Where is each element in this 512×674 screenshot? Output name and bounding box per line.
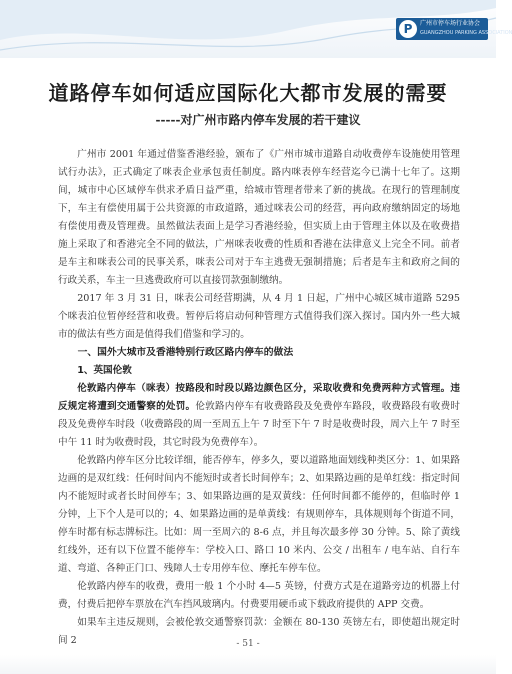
page-number: - 51 - <box>236 639 260 649</box>
paragraph-london-lines: 伦敦路内停车区分比较详细，能否停车，停多久，要以道路地面划线种类区分：1、如果路边画的是双红线：任何时间内不能短时或者长时间停车；2、如果路边画的是单红线：指定时间内不能短时或者长时间停车；3、如果路边画的是双黄线：任何时间都不能停的，但临时停 1 分钟，上下个人是可以的；4、如果路边画的是单黄线：有规则停车，具体规则每个街道不同，停车时都有标志牌标注。比如：周一至周六的 8-6 点，并且每次最多停 30 分钟。5、除了黄线红线外，还有以下位置不能停车：学校入口、路口 10 米内、公交 / 出租车 / 电车站、自行车道、弯道、各种正门口、残障人士专用停车位、摩托车停车位。 <box>58 455 460 574</box>
subsection-heading-london: 1、英国伦敦 <box>77 365 132 376</box>
paragraph-london-fines: 如果车主违反规则，会被伦敦交通警察罚款：金额在 80-130 英镑左右，即使超出规定时间 2 <box>58 617 460 646</box>
logo-subtext: GUANGZHOU PARKING ASSOCIATION <box>420 30 512 36</box>
paragraph-london-rest: 伦敦路内停车有收费路段及免费停车路段，收费路段有收费时段及免费停车时段（收费路段的周一至周五上午 7 时至下午 7 时是收费时段，周六上午 7 时至中午 11 时为收费时段，其它时段为免费停车）。 <box>58 401 461 448</box>
logo-text: 广州市停车场行业协会 <box>420 20 481 27</box>
article-title: 道路停车如何适应国际化大都市发展的需要 <box>48 81 448 105</box>
paragraph-london-overview <box>58 380 460 452</box>
association-logo <box>396 18 512 40</box>
article-body <box>58 146 460 650</box>
paragraph-background: 2017 年 3 月 31 日，咪表公司经营期满，从 4 月 1 日起，广州中心城区城市道路 5295 个咪表泊位暂停经营和收费。暂停后将启动何种管理方式值得我们深入探讨。国内外一些大城市的做法有些方面是值得我们借鉴和学习的。 <box>58 293 460 340</box>
header-band <box>0 0 512 58</box>
article-subtitle: -----对广州市路内停车发展的若干建议 <box>155 113 361 127</box>
section-heading: 一、国外大城市及香港特别行政区路内停车的做法 <box>77 347 294 358</box>
paragraph-intro: 广州市 2001 年通过借鉴香港经验，颁布了《广州市城市道路自动收费停车设施使用管理试行办法》，正式确定了咪表企业承包责任制度。路内咪表停车经营迄今已满十七年了。这期间，城市中心区域停车供求矛盾日益严重，给城市管理者带来了新的挑战。在现行的管理制度下，车主有偿使用属于公共资源的市政道路，通过咪表公司的经营，再向政府缴纳固定的场地有偿使用费及管理费。虽然做法表面上是学习香港经验，但实质上由于管理主体以及在收费措施上采取了和香港完全不同的做法，广州咪表收费的性质和香港在法律意义上完全不同。前者是车主和咪表公司的民事关系，咪表公司对于车主逃费无强制措施；后者是车主和政府之间的行政关系，车主一旦逃费政府可以直接罚款强制缴纳。 <box>58 149 460 286</box>
paragraph-lead-bold: 伦敦路内停车（咪表）按路段和时段以路边颜色区分，采取收费和免费两种方式管理。违反规定将遭到交通警察的处罚。 <box>58 383 460 412</box>
footer-band <box>0 655 496 674</box>
parking-icon: P <box>399 20 417 38</box>
paragraph-london-fees: 伦敦路内停车的收费，费用一般 1 个小时 4—5 英镑，付费方式是在道路旁边的机器上付费，付费后把停车票放在汽车挡风玻璃内。付费要用硬币或下载政府提供的 APP 交费。 <box>58 581 460 610</box>
